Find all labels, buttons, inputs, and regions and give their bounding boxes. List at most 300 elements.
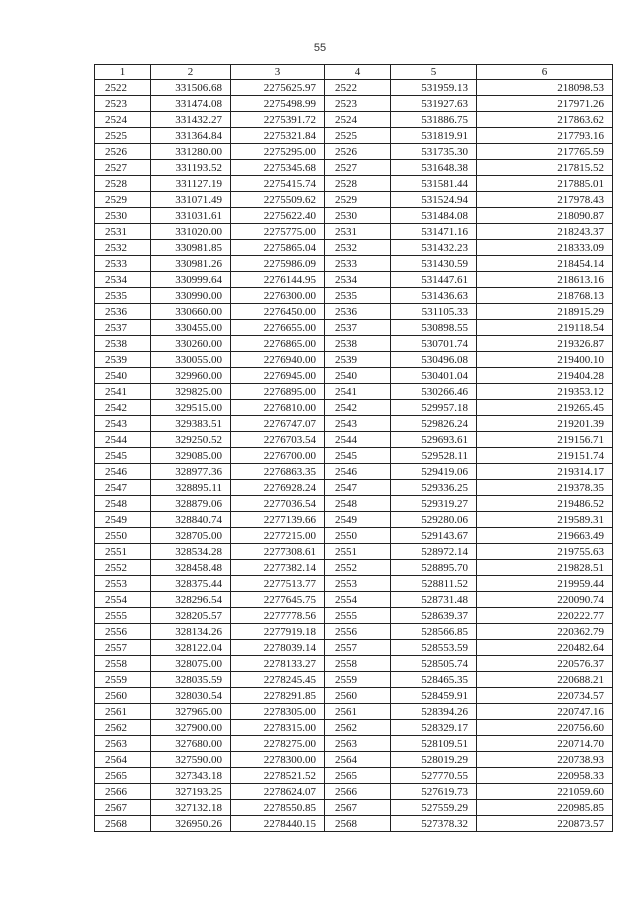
column-header: 4 — [325, 65, 391, 80]
table-row — [95, 736, 613, 752]
table-cell: 2526 — [95, 144, 151, 160]
table-cell: 2524 — [325, 112, 391, 128]
table-row — [95, 480, 613, 496]
table-cell: 219755.63 — [477, 544, 613, 560]
table-cell: 2537 — [325, 320, 391, 336]
table-row — [95, 304, 613, 320]
table-row — [95, 752, 613, 768]
table-cell: 529693.61 — [391, 432, 477, 448]
table-cell: 2554 — [325, 592, 391, 608]
table-cell: 330981.85 — [151, 240, 231, 256]
table-cell: 2564 — [95, 752, 151, 768]
table-cell: 2277645.75 — [231, 592, 325, 608]
table-row — [95, 144, 613, 160]
table-cell: 217885.01 — [477, 176, 613, 192]
table-row — [95, 560, 613, 576]
table-cell: 2538 — [95, 336, 151, 352]
table-cell: 2554 — [95, 592, 151, 608]
table-cell: 528394.26 — [391, 704, 477, 720]
table-cell: 2276703.54 — [231, 432, 325, 448]
column-header: 5 — [391, 65, 477, 80]
table-cell: 219156.71 — [477, 432, 613, 448]
table-cell: 2557 — [325, 640, 391, 656]
table-cell: 2532 — [95, 240, 151, 256]
table-row — [95, 96, 613, 112]
table-cell: 529336.25 — [391, 480, 477, 496]
table-cell: 528329.17 — [391, 720, 477, 736]
table-cell: 219265.45 — [477, 400, 613, 416]
table-row — [95, 704, 613, 720]
table-cell: 218613.16 — [477, 272, 613, 288]
table-row — [95, 400, 613, 416]
table-cell: 2276450.00 — [231, 304, 325, 320]
table-cell: 2275345.68 — [231, 160, 325, 176]
table-cell: 2278624.07 — [231, 784, 325, 800]
table-row — [95, 336, 613, 352]
table-cell: 2277308.61 — [231, 544, 325, 560]
table-cell: 2540 — [325, 368, 391, 384]
table-cell: 2541 — [95, 384, 151, 400]
table-cell: 219486.52 — [477, 496, 613, 512]
table-cell: 219378.35 — [477, 480, 613, 496]
table-cell: 221059.60 — [477, 784, 613, 800]
table-cell: 2276700.00 — [231, 448, 325, 464]
table-cell: 530266.46 — [391, 384, 477, 400]
table-cell: 2525 — [325, 128, 391, 144]
table-cell: 327965.00 — [151, 704, 231, 720]
table-cell: 2556 — [95, 624, 151, 640]
table-cell: 2561 — [325, 704, 391, 720]
table-cell: 2276865.00 — [231, 336, 325, 352]
table-cell: 331432.27 — [151, 112, 231, 128]
table-cell: 2542 — [95, 400, 151, 416]
table-cell: 329085.00 — [151, 448, 231, 464]
table-cell: 329250.52 — [151, 432, 231, 448]
table-cell: 330455.00 — [151, 320, 231, 336]
table-cell: 220222.77 — [477, 608, 613, 624]
table-cell: 327132.18 — [151, 800, 231, 816]
table-body — [95, 80, 613, 832]
table-cell: 2528 — [325, 176, 391, 192]
table-cell: 330981.26 — [151, 256, 231, 272]
table-row — [95, 544, 613, 560]
table-cell: 2277778.56 — [231, 608, 325, 624]
table-cell: 2276747.07 — [231, 416, 325, 432]
table-row — [95, 576, 613, 592]
table-cell: 2534 — [325, 272, 391, 288]
table-cell: 217793.16 — [477, 128, 613, 144]
table-cell: 331071.49 — [151, 192, 231, 208]
table-row — [95, 496, 613, 512]
table-cell: 2551 — [325, 544, 391, 560]
table-cell: 330999.64 — [151, 272, 231, 288]
table-cell: 2567 — [95, 800, 151, 816]
table-cell: 331031.61 — [151, 208, 231, 224]
table-row — [95, 80, 613, 96]
table-cell: 2561 — [95, 704, 151, 720]
table-cell: 528811.52 — [391, 576, 477, 592]
table-row — [95, 528, 613, 544]
table-row — [95, 112, 613, 128]
table-cell: 2528 — [95, 176, 151, 192]
table-cell: 2558 — [325, 656, 391, 672]
table-cell: 331506.68 — [151, 80, 231, 96]
table-cell: 2545 — [95, 448, 151, 464]
table-cell: 328534.28 — [151, 544, 231, 560]
table-cell: 528505.74 — [391, 656, 477, 672]
table-cell: 219353.12 — [477, 384, 613, 400]
table-row — [95, 656, 613, 672]
table-cell: 2535 — [325, 288, 391, 304]
table-cell: 531436.63 — [391, 288, 477, 304]
table-cell: 531524.94 — [391, 192, 477, 208]
table-cell: 331127.19 — [151, 176, 231, 192]
table-cell: 2566 — [95, 784, 151, 800]
table-cell: 527619.73 — [391, 784, 477, 800]
table-cell: 2552 — [95, 560, 151, 576]
table-cell: 330260.00 — [151, 336, 231, 352]
table-cell: 220576.37 — [477, 656, 613, 672]
table-cell: 2543 — [95, 416, 151, 432]
table-cell: 2562 — [325, 720, 391, 736]
table-row — [95, 768, 613, 784]
column-header: 2 — [151, 65, 231, 80]
table-cell: 2544 — [325, 432, 391, 448]
table-cell: 328030.54 — [151, 688, 231, 704]
table-cell: 218915.29 — [477, 304, 613, 320]
table-cell: 531959.13 — [391, 80, 477, 96]
table-cell: 329960.00 — [151, 368, 231, 384]
table-cell: 330055.00 — [151, 352, 231, 368]
column-header: 1 — [95, 65, 151, 80]
table-cell: 531447.61 — [391, 272, 477, 288]
table-cell: 531471.16 — [391, 224, 477, 240]
table-cell: 528972.14 — [391, 544, 477, 560]
table-cell: 329825.00 — [151, 384, 231, 400]
table-row — [95, 608, 613, 624]
table-cell: 2539 — [95, 352, 151, 368]
table-cell: 220714.70 — [477, 736, 613, 752]
table-cell: 2523 — [325, 96, 391, 112]
table-cell: 531581.44 — [391, 176, 477, 192]
table-cell: 2547 — [95, 480, 151, 496]
table-cell: 217863.62 — [477, 112, 613, 128]
table-cell: 2525 — [95, 128, 151, 144]
table-cell: 220747.16 — [477, 704, 613, 720]
table-cell: 2276655.00 — [231, 320, 325, 336]
table-cell: 2277139.66 — [231, 512, 325, 528]
table-cell: 530701.74 — [391, 336, 477, 352]
table-row — [95, 432, 613, 448]
table-cell: 328296.54 — [151, 592, 231, 608]
table-cell: 531927.63 — [391, 96, 477, 112]
table-cell: 2566 — [325, 784, 391, 800]
table-cell: 327590.00 — [151, 752, 231, 768]
table-cell: 2278440.15 — [231, 816, 325, 832]
table-cell: 528895.70 — [391, 560, 477, 576]
table-row — [95, 240, 613, 256]
table-cell: 220734.57 — [477, 688, 613, 704]
table-cell: 531105.33 — [391, 304, 477, 320]
table-cell: 218098.53 — [477, 80, 613, 96]
table-cell: 2565 — [325, 768, 391, 784]
table-cell: 2278315.00 — [231, 720, 325, 736]
table-cell: 2530 — [325, 208, 391, 224]
table-row — [95, 128, 613, 144]
table-cell: 530401.04 — [391, 368, 477, 384]
table-cell: 2275498.99 — [231, 96, 325, 112]
table-row — [95, 320, 613, 336]
table-cell: 527559.29 — [391, 800, 477, 816]
table-cell: 2568 — [95, 816, 151, 832]
table-cell: 2553 — [95, 576, 151, 592]
table-cell: 2564 — [325, 752, 391, 768]
table-cell: 327680.00 — [151, 736, 231, 752]
table-cell: 330990.00 — [151, 288, 231, 304]
table-cell: 531819.91 — [391, 128, 477, 144]
table-cell: 528553.59 — [391, 640, 477, 656]
column-header: 6 — [477, 65, 613, 80]
table-cell: 2531 — [325, 224, 391, 240]
table-cell: 331280.00 — [151, 144, 231, 160]
table-row — [95, 208, 613, 224]
table-cell: 328705.00 — [151, 528, 231, 544]
table-cell: 220090.74 — [477, 592, 613, 608]
table-cell: 2553 — [325, 576, 391, 592]
table-cell: 2536 — [95, 304, 151, 320]
table-cell: 327193.25 — [151, 784, 231, 800]
table-row — [95, 192, 613, 208]
table-cell: 2551 — [95, 544, 151, 560]
table-cell: 219326.87 — [477, 336, 613, 352]
table-cell: 328977.36 — [151, 464, 231, 480]
table-cell: 2276863.35 — [231, 464, 325, 480]
table-cell: 2555 — [325, 608, 391, 624]
table-cell: 328458.48 — [151, 560, 231, 576]
table-row — [95, 368, 613, 384]
table-row — [95, 640, 613, 656]
table-cell: 2549 — [325, 512, 391, 528]
table-cell: 2563 — [95, 736, 151, 752]
table-cell: 528109.51 — [391, 736, 477, 752]
table-cell: 2548 — [95, 496, 151, 512]
table-cell: 217765.59 — [477, 144, 613, 160]
table-cell: 2550 — [325, 528, 391, 544]
table-cell: 220873.57 — [477, 816, 613, 832]
table-cell: 331020.00 — [151, 224, 231, 240]
table-cell: 2275391.72 — [231, 112, 325, 128]
table-cell: 219201.39 — [477, 416, 613, 432]
table-cell: 531430.59 — [391, 256, 477, 272]
table-cell: 2556 — [325, 624, 391, 640]
table-cell: 2275986.09 — [231, 256, 325, 272]
table-cell: 217978.43 — [477, 192, 613, 208]
table-cell: 2277919.18 — [231, 624, 325, 640]
table-cell: 219959.44 — [477, 576, 613, 592]
table-cell: 2278039.14 — [231, 640, 325, 656]
table-cell: 2522 — [325, 80, 391, 96]
table-cell: 2529 — [95, 192, 151, 208]
table-cell: 2277036.54 — [231, 496, 325, 512]
page-number: 55 — [313, 42, 327, 54]
table-cell: 2276940.00 — [231, 352, 325, 368]
table-cell: 528566.85 — [391, 624, 477, 640]
table-row — [95, 416, 613, 432]
table-cell: 2276928.24 — [231, 480, 325, 496]
table-cell: 219400.10 — [477, 352, 613, 368]
table-cell: 2278300.00 — [231, 752, 325, 768]
table-cell: 528731.48 — [391, 592, 477, 608]
table-cell: 2277513.77 — [231, 576, 325, 592]
table-cell: 219118.54 — [477, 320, 613, 336]
table-cell: 328035.59 — [151, 672, 231, 688]
table-cell: 328205.57 — [151, 608, 231, 624]
table-cell: 217971.26 — [477, 96, 613, 112]
table-cell: 531648.38 — [391, 160, 477, 176]
table-cell: 219828.51 — [477, 560, 613, 576]
table-row — [95, 784, 613, 800]
table-cell: 2527 — [325, 160, 391, 176]
table-cell: 327343.18 — [151, 768, 231, 784]
table-cell: 331193.52 — [151, 160, 231, 176]
table-cell: 218243.37 — [477, 224, 613, 240]
table-cell: 2275321.84 — [231, 128, 325, 144]
table-cell: 531886.75 — [391, 112, 477, 128]
table-cell: 2559 — [325, 672, 391, 688]
table-cell: 2537 — [95, 320, 151, 336]
table-row — [95, 176, 613, 192]
table-cell: 2278275.00 — [231, 736, 325, 752]
table-cell: 219404.28 — [477, 368, 613, 384]
table-cell: 2278291.85 — [231, 688, 325, 704]
table-row — [95, 352, 613, 368]
table-cell: 2567 — [325, 800, 391, 816]
table-cell: 2278245.45 — [231, 672, 325, 688]
table-cell: 2530 — [95, 208, 151, 224]
table-cell: 2547 — [325, 480, 391, 496]
table-cell: 531484.08 — [391, 208, 477, 224]
table-cell: 328840.74 — [151, 512, 231, 528]
table-cell: 218454.14 — [477, 256, 613, 272]
table-row — [95, 800, 613, 816]
table-cell: 528459.91 — [391, 688, 477, 704]
table-cell: 2275865.04 — [231, 240, 325, 256]
table-cell: 2526 — [325, 144, 391, 160]
table-cell: 2275295.00 — [231, 144, 325, 160]
table-row — [95, 672, 613, 688]
table-cell: 2568 — [325, 816, 391, 832]
table-cell: 2277215.00 — [231, 528, 325, 544]
table-cell: 2533 — [325, 256, 391, 272]
table-cell: 328075.00 — [151, 656, 231, 672]
table-cell: 220958.33 — [477, 768, 613, 784]
table-cell: 219314.17 — [477, 464, 613, 480]
table-row — [95, 592, 613, 608]
table-cell: 529957.18 — [391, 400, 477, 416]
table-row — [95, 688, 613, 704]
table-cell: 331474.08 — [151, 96, 231, 112]
table-cell: 220756.60 — [477, 720, 613, 736]
table-cell: 2278305.00 — [231, 704, 325, 720]
table-row — [95, 816, 613, 832]
table-cell: 2546 — [95, 464, 151, 480]
table-cell: 217815.52 — [477, 160, 613, 176]
table-cell: 219663.49 — [477, 528, 613, 544]
table-cell: 2560 — [95, 688, 151, 704]
table-cell: 2549 — [95, 512, 151, 528]
table-cell: 219151.74 — [477, 448, 613, 464]
table-cell: 2559 — [95, 672, 151, 688]
table-cell: 2562 — [95, 720, 151, 736]
table-cell: 2543 — [325, 416, 391, 432]
table-cell: 331364.84 — [151, 128, 231, 144]
table-cell: 527378.32 — [391, 816, 477, 832]
table-cell: 2276895.00 — [231, 384, 325, 400]
table-cell: 2545 — [325, 448, 391, 464]
table-cell: 2557 — [95, 640, 151, 656]
table-row — [95, 512, 613, 528]
table-cell: 220482.64 — [477, 640, 613, 656]
table-cell: 529826.24 — [391, 416, 477, 432]
table-cell: 531432.23 — [391, 240, 477, 256]
table-cell: 220688.21 — [477, 672, 613, 688]
table-cell: 2565 — [95, 768, 151, 784]
table-cell: 2548 — [325, 496, 391, 512]
table-cell: 2546 — [325, 464, 391, 480]
table-cell: 326950.26 — [151, 816, 231, 832]
table-cell: 218090.87 — [477, 208, 613, 224]
table-cell: 2552 — [325, 560, 391, 576]
table-cell: 2276945.00 — [231, 368, 325, 384]
table-cell: 528019.29 — [391, 752, 477, 768]
table-cell: 2529 — [325, 192, 391, 208]
table-cell: 2539 — [325, 352, 391, 368]
table-cell: 2275415.74 — [231, 176, 325, 192]
table-cell: 2538 — [325, 336, 391, 352]
table-cell: 2535 — [95, 288, 151, 304]
table-cell: 327900.00 — [151, 720, 231, 736]
table-row — [95, 224, 613, 240]
table-cell: 2278133.27 — [231, 656, 325, 672]
table-cell: 2534 — [95, 272, 151, 288]
table-cell: 218768.13 — [477, 288, 613, 304]
table-cell: 220738.93 — [477, 752, 613, 768]
table-cell: 529528.11 — [391, 448, 477, 464]
table-cell: 2275775.00 — [231, 224, 325, 240]
table-cell: 527770.55 — [391, 768, 477, 784]
table-row — [95, 160, 613, 176]
table-cell: 2275622.40 — [231, 208, 325, 224]
table-cell: 2550 — [95, 528, 151, 544]
table-cell: 528465.35 — [391, 672, 477, 688]
table-cell: 330660.00 — [151, 304, 231, 320]
table-cell: 530898.55 — [391, 320, 477, 336]
table-cell: 2275509.62 — [231, 192, 325, 208]
table-row — [95, 464, 613, 480]
table-cell: 219589.31 — [477, 512, 613, 528]
table-cell: 2542 — [325, 400, 391, 416]
table-row — [95, 384, 613, 400]
table-row — [95, 272, 613, 288]
table-cell: 2275625.97 — [231, 80, 325, 96]
table-cell: 328879.06 — [151, 496, 231, 512]
table-cell: 329515.00 — [151, 400, 231, 416]
table-cell: 2563 — [325, 736, 391, 752]
table-cell: 2544 — [95, 432, 151, 448]
table-cell: 2533 — [95, 256, 151, 272]
table-row — [95, 448, 613, 464]
table-cell: 328895.11 — [151, 480, 231, 496]
